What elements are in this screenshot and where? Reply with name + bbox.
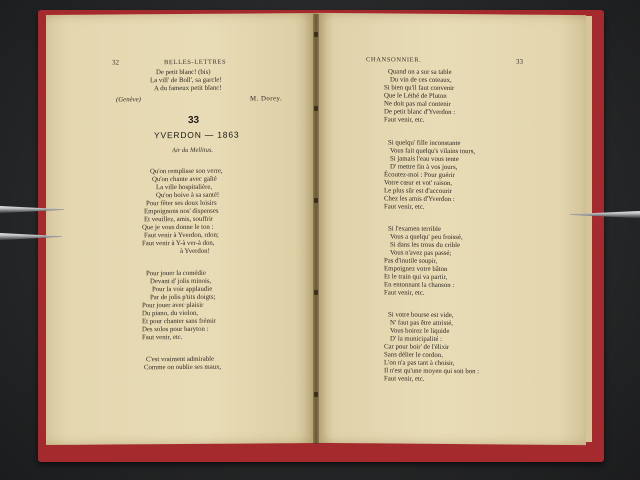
attribution-author: M. Dorey. <box>250 95 283 103</box>
air-caption: Air du Mellitus. <box>172 146 213 155</box>
binding-stitch <box>314 32 318 37</box>
right-running-head: CHANSONNIER. <box>366 56 422 64</box>
verse-line: Vous fait quelqu's vilains tours, <box>390 147 476 156</box>
verse-line: Pour la voir applaudie <box>152 285 213 294</box>
verse-line: Vous boirez le liquide <box>390 327 450 335</box>
verse-line: Pour jouer avec plaisir <box>142 301 204 310</box>
right-page-number: 33 <box>516 57 523 66</box>
verse-line: Empoignez votre bâton <box>384 265 448 273</box>
verse-line: à Yverdon! <box>180 247 210 256</box>
verse-line: Écoutez-moi : Pour guérir <box>384 171 455 180</box>
verse-line: En entonnant la chanson : <box>384 281 455 290</box>
left-top-line: De petit blanc! (bis) <box>156 68 211 77</box>
left-page-number: 32 <box>112 58 119 67</box>
book-gutter <box>313 14 319 444</box>
verse-line: Votre cœur et vot' raison, <box>384 179 453 188</box>
verse-line: Par de jolis p'tits doigts; <box>150 293 216 302</box>
verse-line: Comme on oublie ses maux, <box>144 363 222 372</box>
verse-line: Chez les amis d'Yverdon : <box>384 195 455 204</box>
verse-line: Faut venir, etc. <box>384 375 425 383</box>
song-number: 33 <box>188 114 200 126</box>
verse-line: Faut venir, etc. <box>384 116 425 124</box>
verse-line: Et pour chanter sans frémir <box>142 317 216 326</box>
verse-line: Vous a quelqu' peu froissé, <box>390 233 463 242</box>
attribution-place: (Genève) <box>116 96 141 104</box>
verse-line: Si votre bourse est vide, <box>388 311 454 320</box>
verse-line: Du piano, du violon, <box>142 309 199 318</box>
binding-stitch <box>314 106 318 111</box>
verse-line: Empoignons nos' dispenses <box>144 207 219 216</box>
verse-line: Du vin de ces coteaux, <box>390 76 452 85</box>
verse-line: D' mettre fin à vos jours, <box>390 163 458 172</box>
verse-line: Il n'est qu'une moyen qui soit bon : <box>384 367 480 376</box>
left-top-line: A du fameux petit blanc! <box>154 84 222 93</box>
verse-line: Si jamais l'eau vous tente <box>390 155 459 164</box>
verse-line: Pour fêter ses doux loisirs <box>146 199 217 208</box>
verse-line: D' la municipalité : <box>390 335 442 343</box>
verse-line: Des solos pour baryton : <box>142 325 209 334</box>
verse-line: N' faut pas être attristé, <box>390 319 453 328</box>
verse-line: Qu'on boive à sa santé! <box>156 191 220 200</box>
left-running-head: BELLES-LETTRES <box>164 58 227 67</box>
verse-line: Vous n'avez pas passé; <box>390 249 452 258</box>
verse-line: Qu'on remplisse son verre, <box>150 167 223 176</box>
verse-line: Faut venir à Yverdon, rdon; <box>144 231 219 240</box>
left-page <box>46 13 316 445</box>
verse-line: De petit blanc d'Yverdon : <box>384 108 456 117</box>
verse-line: Devant d' jolis minois, <box>150 277 212 286</box>
verse-line: Que le Léthé de Pluton <box>384 92 447 100</box>
verse-line: Pour jouer la comédie <box>146 269 206 278</box>
verse-line: Si l'examen terrible <box>388 225 441 233</box>
verse-line: Et le train qui va partir, <box>384 273 448 281</box>
verse-line: Et veuillez, amis, souffrir <box>144 215 214 224</box>
verse-line: Que je vous donne le ton : <box>142 223 214 232</box>
verse-line: Quand on a sur sa table <box>388 68 452 77</box>
verse-line: Sans délier le cordon, <box>384 351 443 359</box>
verse-line: La ville hospitalière, <box>156 183 213 192</box>
left-top-line: La vill' de Boll', sa garcle! <box>150 76 222 85</box>
verse-line: Faut venir à Y-à ver-à don, <box>142 239 215 248</box>
binding-stitch <box>314 198 318 203</box>
verse-line: L'on n'a pas tant à choisir, <box>384 359 455 368</box>
binding-stitch <box>314 392 318 397</box>
verse-line: Qu'on chante avec gaîté <box>152 175 217 184</box>
verse-line: Faut venir, etc. <box>142 333 183 342</box>
song-title: YVERDON — 1863 <box>154 129 240 141</box>
verse-line: Le plus sûr est d'accourir <box>384 187 453 196</box>
verse-line: Si quelqu' fille inconstante <box>388 139 461 148</box>
verse-line: Faut venir, etc. <box>384 289 425 297</box>
binding-stitch <box>314 290 318 295</box>
verse-line: Faut venir, etc. <box>384 203 425 211</box>
verse-line: Pas d'inutile soupir, <box>384 257 438 265</box>
verse-line: Si dans les trous du crible <box>390 241 461 250</box>
verse-line: Si bien qu'il faut convenir <box>384 84 455 93</box>
verse-line: Ne doit pas mal contenir <box>384 100 451 108</box>
verse-line: C'est vraiment admirable <box>146 355 215 364</box>
right-page <box>316 13 586 445</box>
verse-line: Car pour boir' de l'élixir <box>384 343 450 351</box>
